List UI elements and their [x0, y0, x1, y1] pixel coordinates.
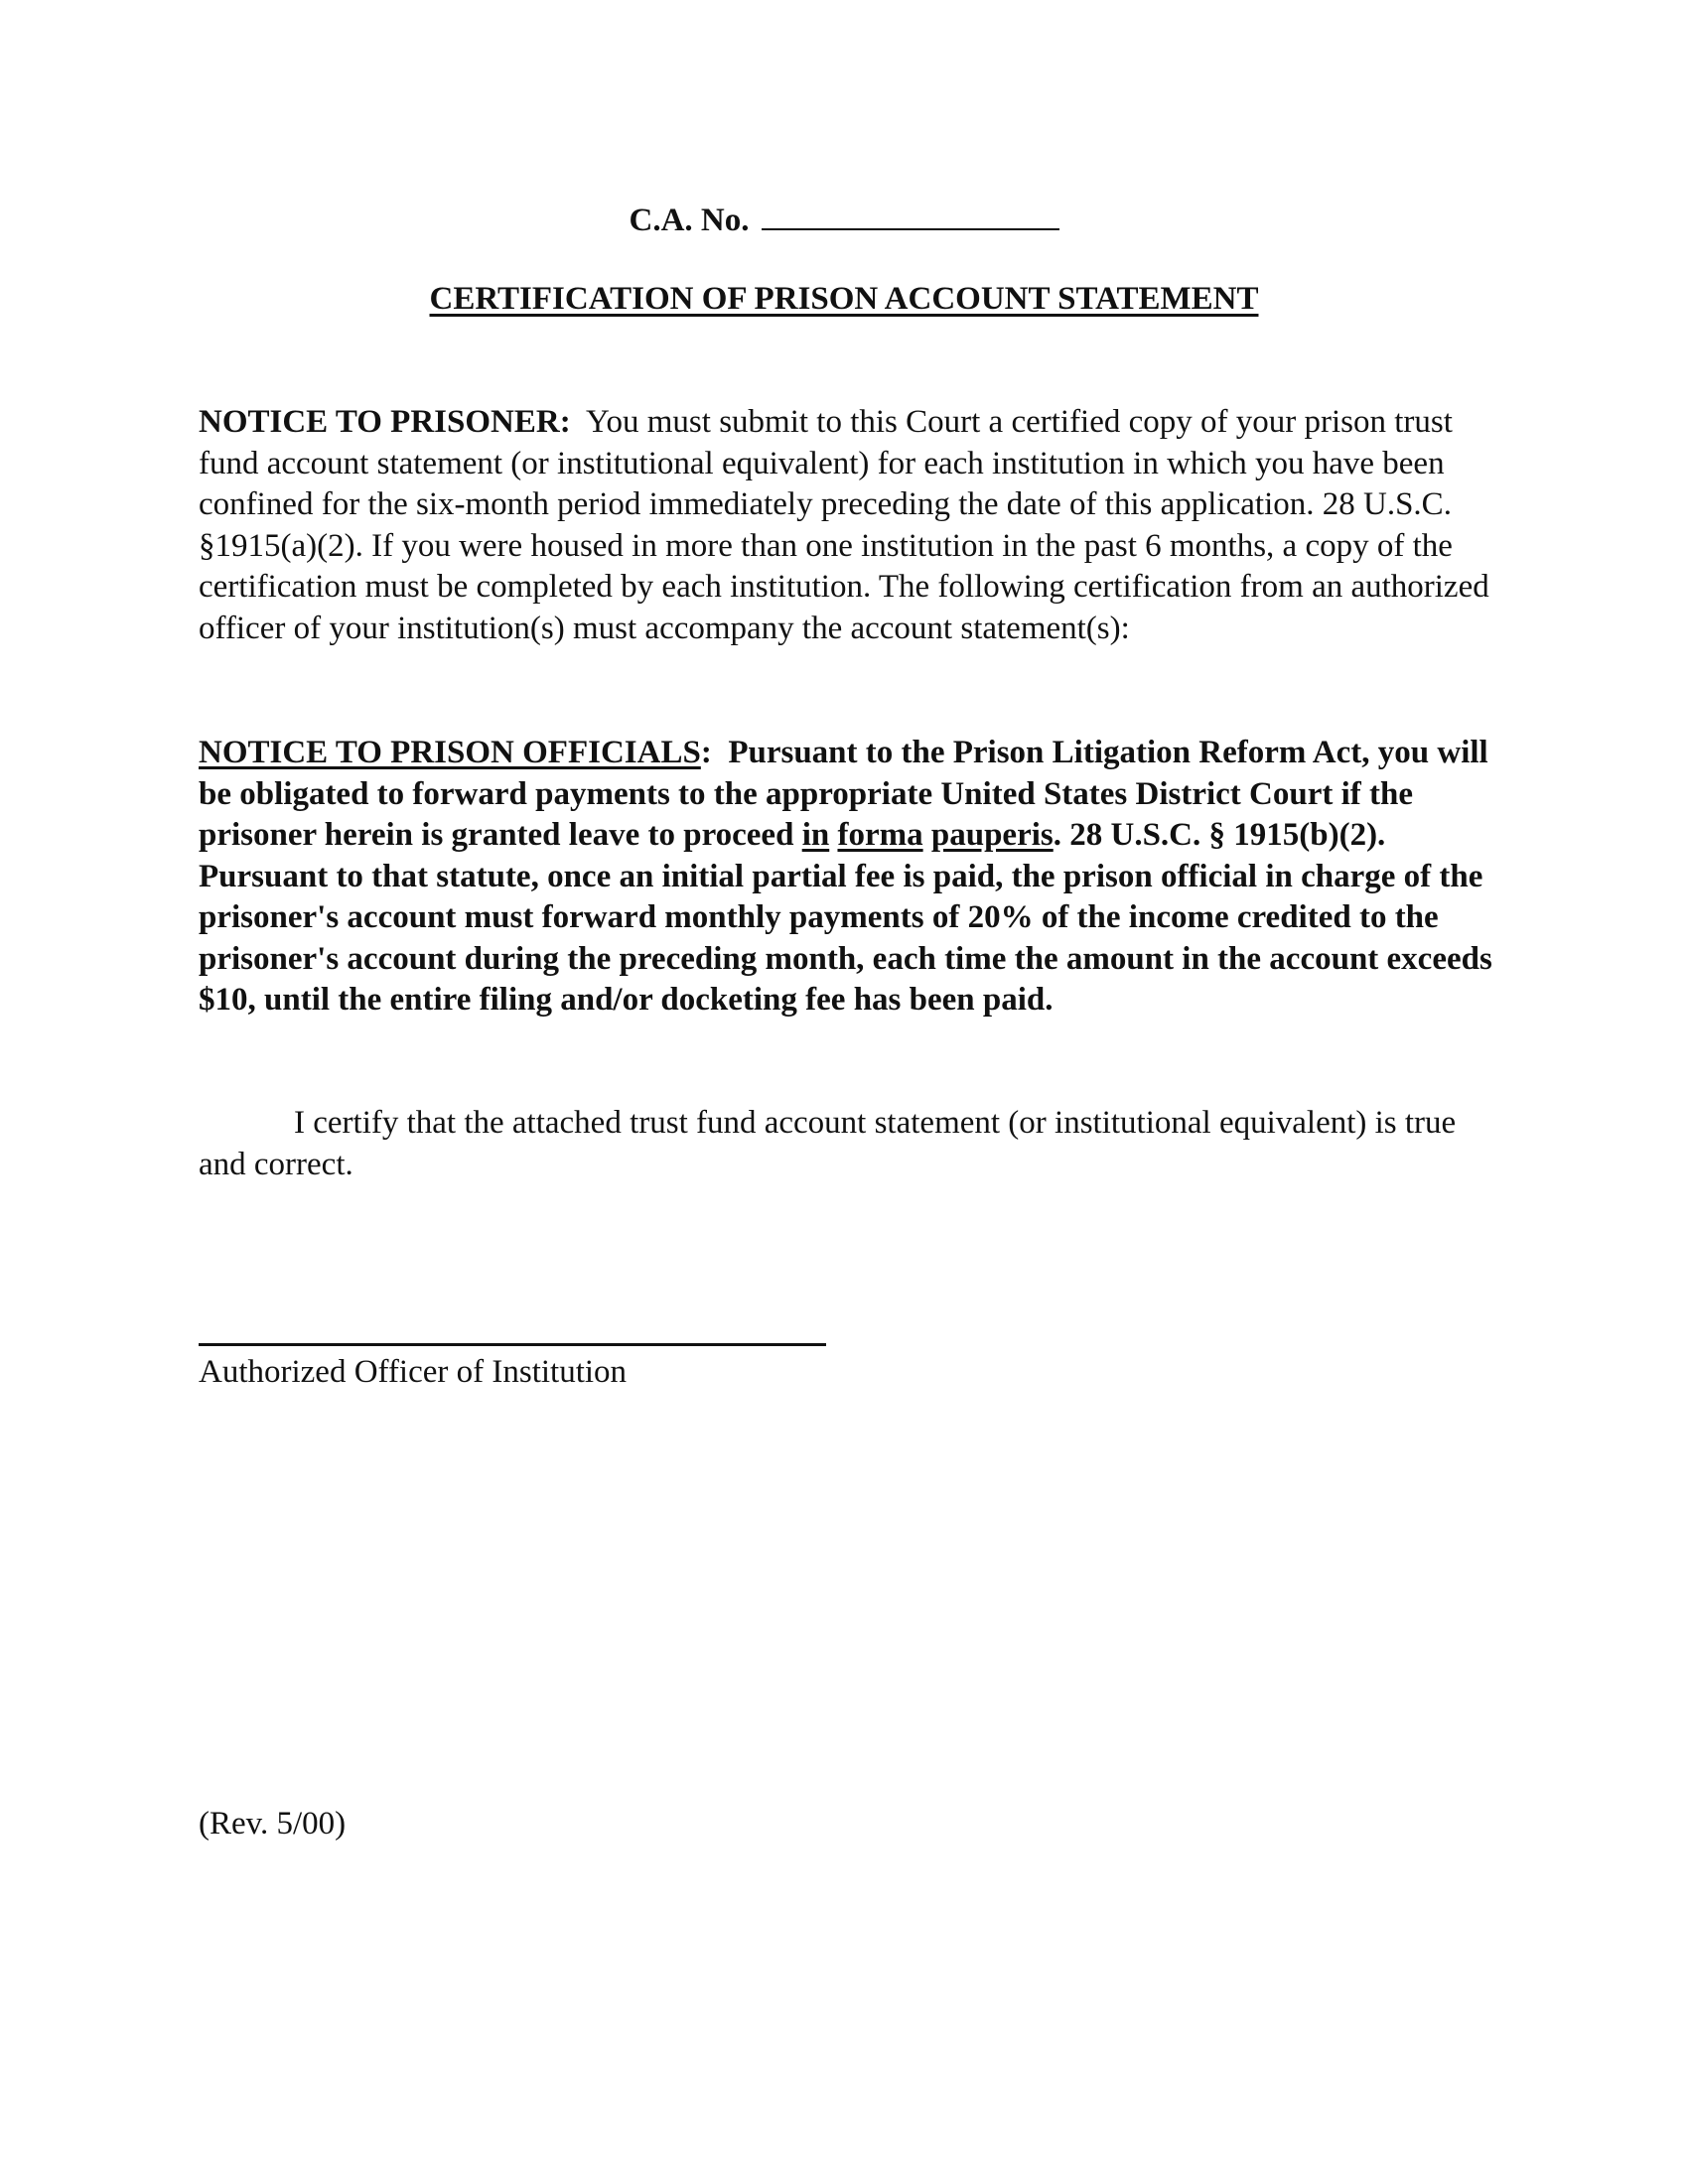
notice-to-officials-colon: : [700, 735, 712, 770]
notice-to-officials-label: NOTICE TO PRISON OFFICIALS [199, 735, 701, 770]
notice-to-prisoner-label: NOTICE TO PRISONER: [199, 404, 571, 440]
ifp-word-in: in [801, 817, 830, 853]
certification-statement: I certify that the attached trust fund account statement (or institutional equivalent) is true and correct. [199, 1105, 1457, 1182]
notice-to-prisoner-text: You must submit to this Court a certified copy of your prison trust fund account statement (or institutional equivalent) for each institution in which you have been confined for the six-month period immediately preceding the date of this application. 28 U.S.C. §1915(a)(2). If you were housed in more than one institution in the past 6 months, a copy of the certification must be completed by each institution. The following certification from an authorized officer of your institution(s) must accompany the account statement(s): [199, 404, 1489, 646]
revision-note: (Rev. 5/00) [199, 1806, 347, 1842]
document-title: CERTIFICATION OF PRISON ACCOUNT STATEMENT [429, 281, 1259, 317]
case-number-label: C.A. No. [629, 203, 750, 238]
notice-to-prison-officials-paragraph [199, 733, 1494, 1022]
ifp-word-forma: forma [837, 817, 923, 853]
case-number-line [0, 199, 1688, 239]
signature-label: Authorized Officer of Institution [199, 1354, 628, 1390]
ifp-word-pauperis: pauperis [930, 817, 1054, 853]
case-number-blank [762, 199, 1059, 230]
notice-to-officials-text-before: Pursuant to the Prison Litigation Reform Act, you will be obligated to forward payments to the appropriate United States District Court if the prisoner herein is granted leave to proceed [199, 735, 1488, 853]
signature-line [199, 1343, 826, 1346]
notice-to-prisoner-paragraph [199, 402, 1489, 649]
notice-to-officials-text-after: . 28 U.S.C. § 1915(b)(2). Pursuant to that statute, once an initial partial fee is paid, the prison official in charge of the prisoner's account must forward monthly payments of 20% of the income credited to the prisoner's account during the preceding month, each time the amount in the account exceeds $10, until the entire filing and/or docketing fee has been paid. [199, 817, 1492, 1018]
